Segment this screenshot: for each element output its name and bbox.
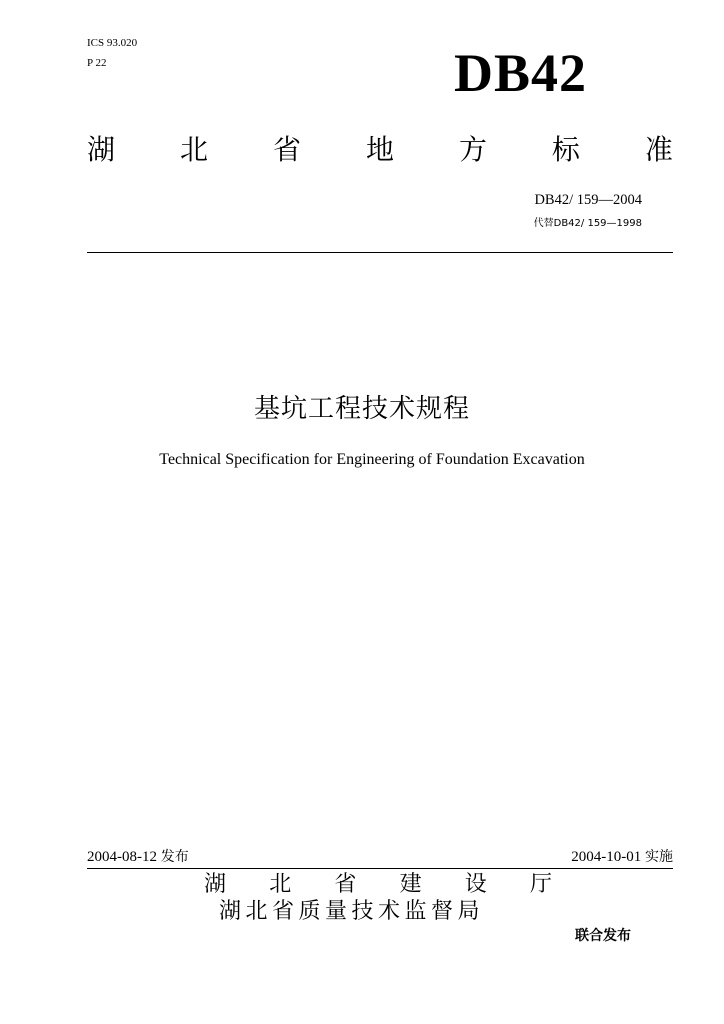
implementation-label: 实施 [645, 849, 673, 865]
standard-type-char: 省 [272, 133, 301, 166]
issuer-construction-department [204, 872, 552, 898]
db42-logo: DB42 [454, 43, 588, 103]
implementation-date-value: 2004-10-01 [571, 849, 642, 865]
ics-code: ICS 93.020 [87, 37, 138, 49]
standard-number: DB42/ 159—2004 [534, 192, 642, 208]
issuer-char: 建 [399, 872, 422, 897]
issuer-char: 设 [464, 872, 487, 897]
standard-type-char: 湖 [87, 133, 116, 166]
joint-issue-label: 联合发布 [575, 928, 631, 944]
issuer-char: 湖 [204, 872, 227, 897]
bottom-divider [87, 868, 673, 869]
issuer-quality-bureau: 湖北省质量技术监督局 [219, 899, 485, 924]
issue-date-value: 2004-08-12 [87, 849, 157, 865]
top-divider [87, 252, 673, 253]
p-code: P 22 [87, 57, 107, 69]
implementation-date [571, 846, 673, 866]
issuer-char: 省 [334, 872, 357, 897]
title-english: Technical Specification for Engineering of Foundation Excavation [159, 451, 585, 468]
standard-type-char: 北 [179, 133, 208, 166]
standard-type-char: 标 [551, 133, 580, 166]
issue-label: 发布 [160, 849, 189, 865]
title-chinese: 基坑工程技术规程 [253, 394, 470, 424]
standard-type-char: 方 [458, 133, 487, 166]
issuer-char: 北 [269, 872, 292, 897]
standard-type-char: 地 [365, 133, 394, 166]
replaces-standard: 代替DB42/ 159—1998 [533, 218, 642, 229]
issuer-char: 厅 [529, 872, 552, 897]
issue-date [87, 846, 189, 866]
standard-type-heading [87, 133, 673, 166]
standard-type-char: 准 [644, 133, 673, 166]
